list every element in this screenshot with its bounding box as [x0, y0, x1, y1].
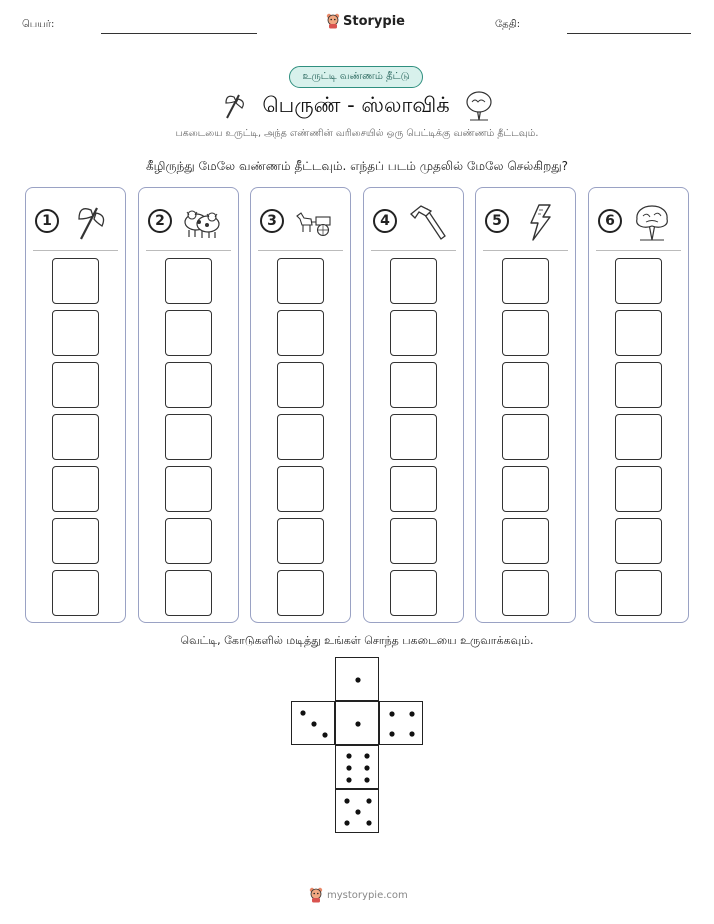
- bear-mascot-icon: [309, 887, 323, 903]
- tree-icon: [464, 90, 494, 122]
- column-4: [363, 187, 464, 623]
- color-box: [390, 518, 437, 564]
- color-box: [390, 258, 437, 304]
- die-face: [335, 789, 379, 833]
- die-pip: [344, 798, 349, 803]
- color-box: [52, 414, 99, 460]
- color-box: [390, 362, 437, 408]
- die-pip: [364, 753, 369, 758]
- color-box: [52, 258, 99, 304]
- lightning-icon: [519, 202, 559, 242]
- color-box: [390, 466, 437, 512]
- color-box: [502, 362, 549, 408]
- page-title: பெருண் - ஸ்லாவிக்: [262, 92, 450, 117]
- color-box: [165, 466, 212, 512]
- die-face: [335, 657, 379, 701]
- die-pip: [346, 753, 351, 758]
- die-face: [335, 701, 379, 745]
- color-box: [502, 518, 549, 564]
- bear-mascot-icon: [326, 13, 340, 29]
- name-line: [101, 33, 257, 34]
- die-pip: [364, 765, 369, 770]
- brand-name: Storypie: [343, 13, 405, 29]
- color-box: [390, 310, 437, 356]
- oak-tree-icon: [632, 202, 672, 242]
- color-box: [165, 362, 212, 408]
- die-pip: [366, 820, 371, 825]
- column-number: 1: [35, 209, 59, 233]
- die-pip: [409, 731, 414, 736]
- die-face: [379, 701, 423, 745]
- die-pip: [346, 777, 351, 782]
- column-2: [138, 187, 239, 623]
- die-pip: [355, 809, 360, 814]
- color-box: [502, 414, 549, 460]
- color-box: [615, 570, 662, 616]
- date-line: [567, 33, 691, 34]
- color-box: [615, 466, 662, 512]
- column-number: 4: [373, 209, 397, 233]
- die-pip: [355, 677, 360, 682]
- color-box: [165, 518, 212, 564]
- column-5: [475, 187, 576, 623]
- name-label: பெயர்:: [22, 19, 55, 30]
- column-6: [588, 187, 689, 623]
- color-box: [615, 258, 662, 304]
- color-box: [52, 570, 99, 616]
- color-box: [52, 518, 99, 564]
- color-box: [615, 362, 662, 408]
- instruction-text: கீழிருந்து மேலே வண்ணம் தீட்டவும். எந்தப் படம் முதலில் மேலே செல்கிறது?: [145, 159, 569, 173]
- color-box: [615, 518, 662, 564]
- color-box: [277, 414, 324, 460]
- cattle-icon: [182, 202, 222, 242]
- footer: [309, 887, 408, 903]
- die-pip: [322, 732, 327, 737]
- color-box: [502, 466, 549, 512]
- die-pip: [389, 711, 394, 716]
- axe-icon: [69, 202, 109, 242]
- color-box: [277, 570, 324, 616]
- brand-logo: [326, 13, 405, 29]
- color-box: [52, 466, 99, 512]
- color-box: [390, 414, 437, 460]
- horse-cart-icon: [294, 202, 334, 242]
- die-face: [335, 745, 379, 789]
- color-box: [277, 518, 324, 564]
- footer-url: mystorypie.com: [327, 889, 408, 901]
- column-3: [250, 187, 351, 623]
- color-box: [52, 310, 99, 356]
- die-pip: [366, 798, 371, 803]
- color-box: [615, 414, 662, 460]
- hammer-icon: [407, 202, 447, 242]
- column-number: 6: [598, 209, 622, 233]
- color-box: [277, 362, 324, 408]
- die-pip: [389, 731, 394, 736]
- color-box: [52, 362, 99, 408]
- color-box: [390, 570, 437, 616]
- color-box: [165, 258, 212, 304]
- die-pip: [311, 721, 316, 726]
- color-box: [502, 258, 549, 304]
- color-box: [165, 414, 212, 460]
- date-label: தேதி:: [495, 19, 521, 30]
- subtitle: பகடையை உருட்டி, அந்த எண்ணின் வரிசையில் ஒரு பெட்டிக்கு வண்ணம் தீட்டவும்.: [175, 128, 539, 139]
- color-box: [277, 258, 324, 304]
- column-1: [25, 187, 126, 623]
- color-box: [277, 466, 324, 512]
- die-pip: [346, 765, 351, 770]
- column-number: 3: [260, 209, 284, 233]
- title-row: [0, 88, 714, 124]
- column-number: 2: [148, 209, 172, 233]
- axe-icon: [220, 91, 248, 121]
- activity-badge: உருட்டி வண்ணம் தீட்டு: [289, 66, 423, 88]
- color-box: [165, 570, 212, 616]
- die-pip: [355, 721, 360, 726]
- die-pip: [300, 710, 305, 715]
- die-pip: [409, 711, 414, 716]
- die-pip: [364, 777, 369, 782]
- color-box: [502, 570, 549, 616]
- color-box: [502, 310, 549, 356]
- column-number: 5: [485, 209, 509, 233]
- die-pip: [344, 820, 349, 825]
- color-box: [277, 310, 324, 356]
- cut-instruction: வெட்டி, கோடுகளில் மடித்து உங்கள் சொந்த பகடையை உருவாக்கவும்.: [180, 634, 534, 647]
- color-box: [615, 310, 662, 356]
- die-face: [291, 701, 335, 745]
- color-box: [165, 310, 212, 356]
